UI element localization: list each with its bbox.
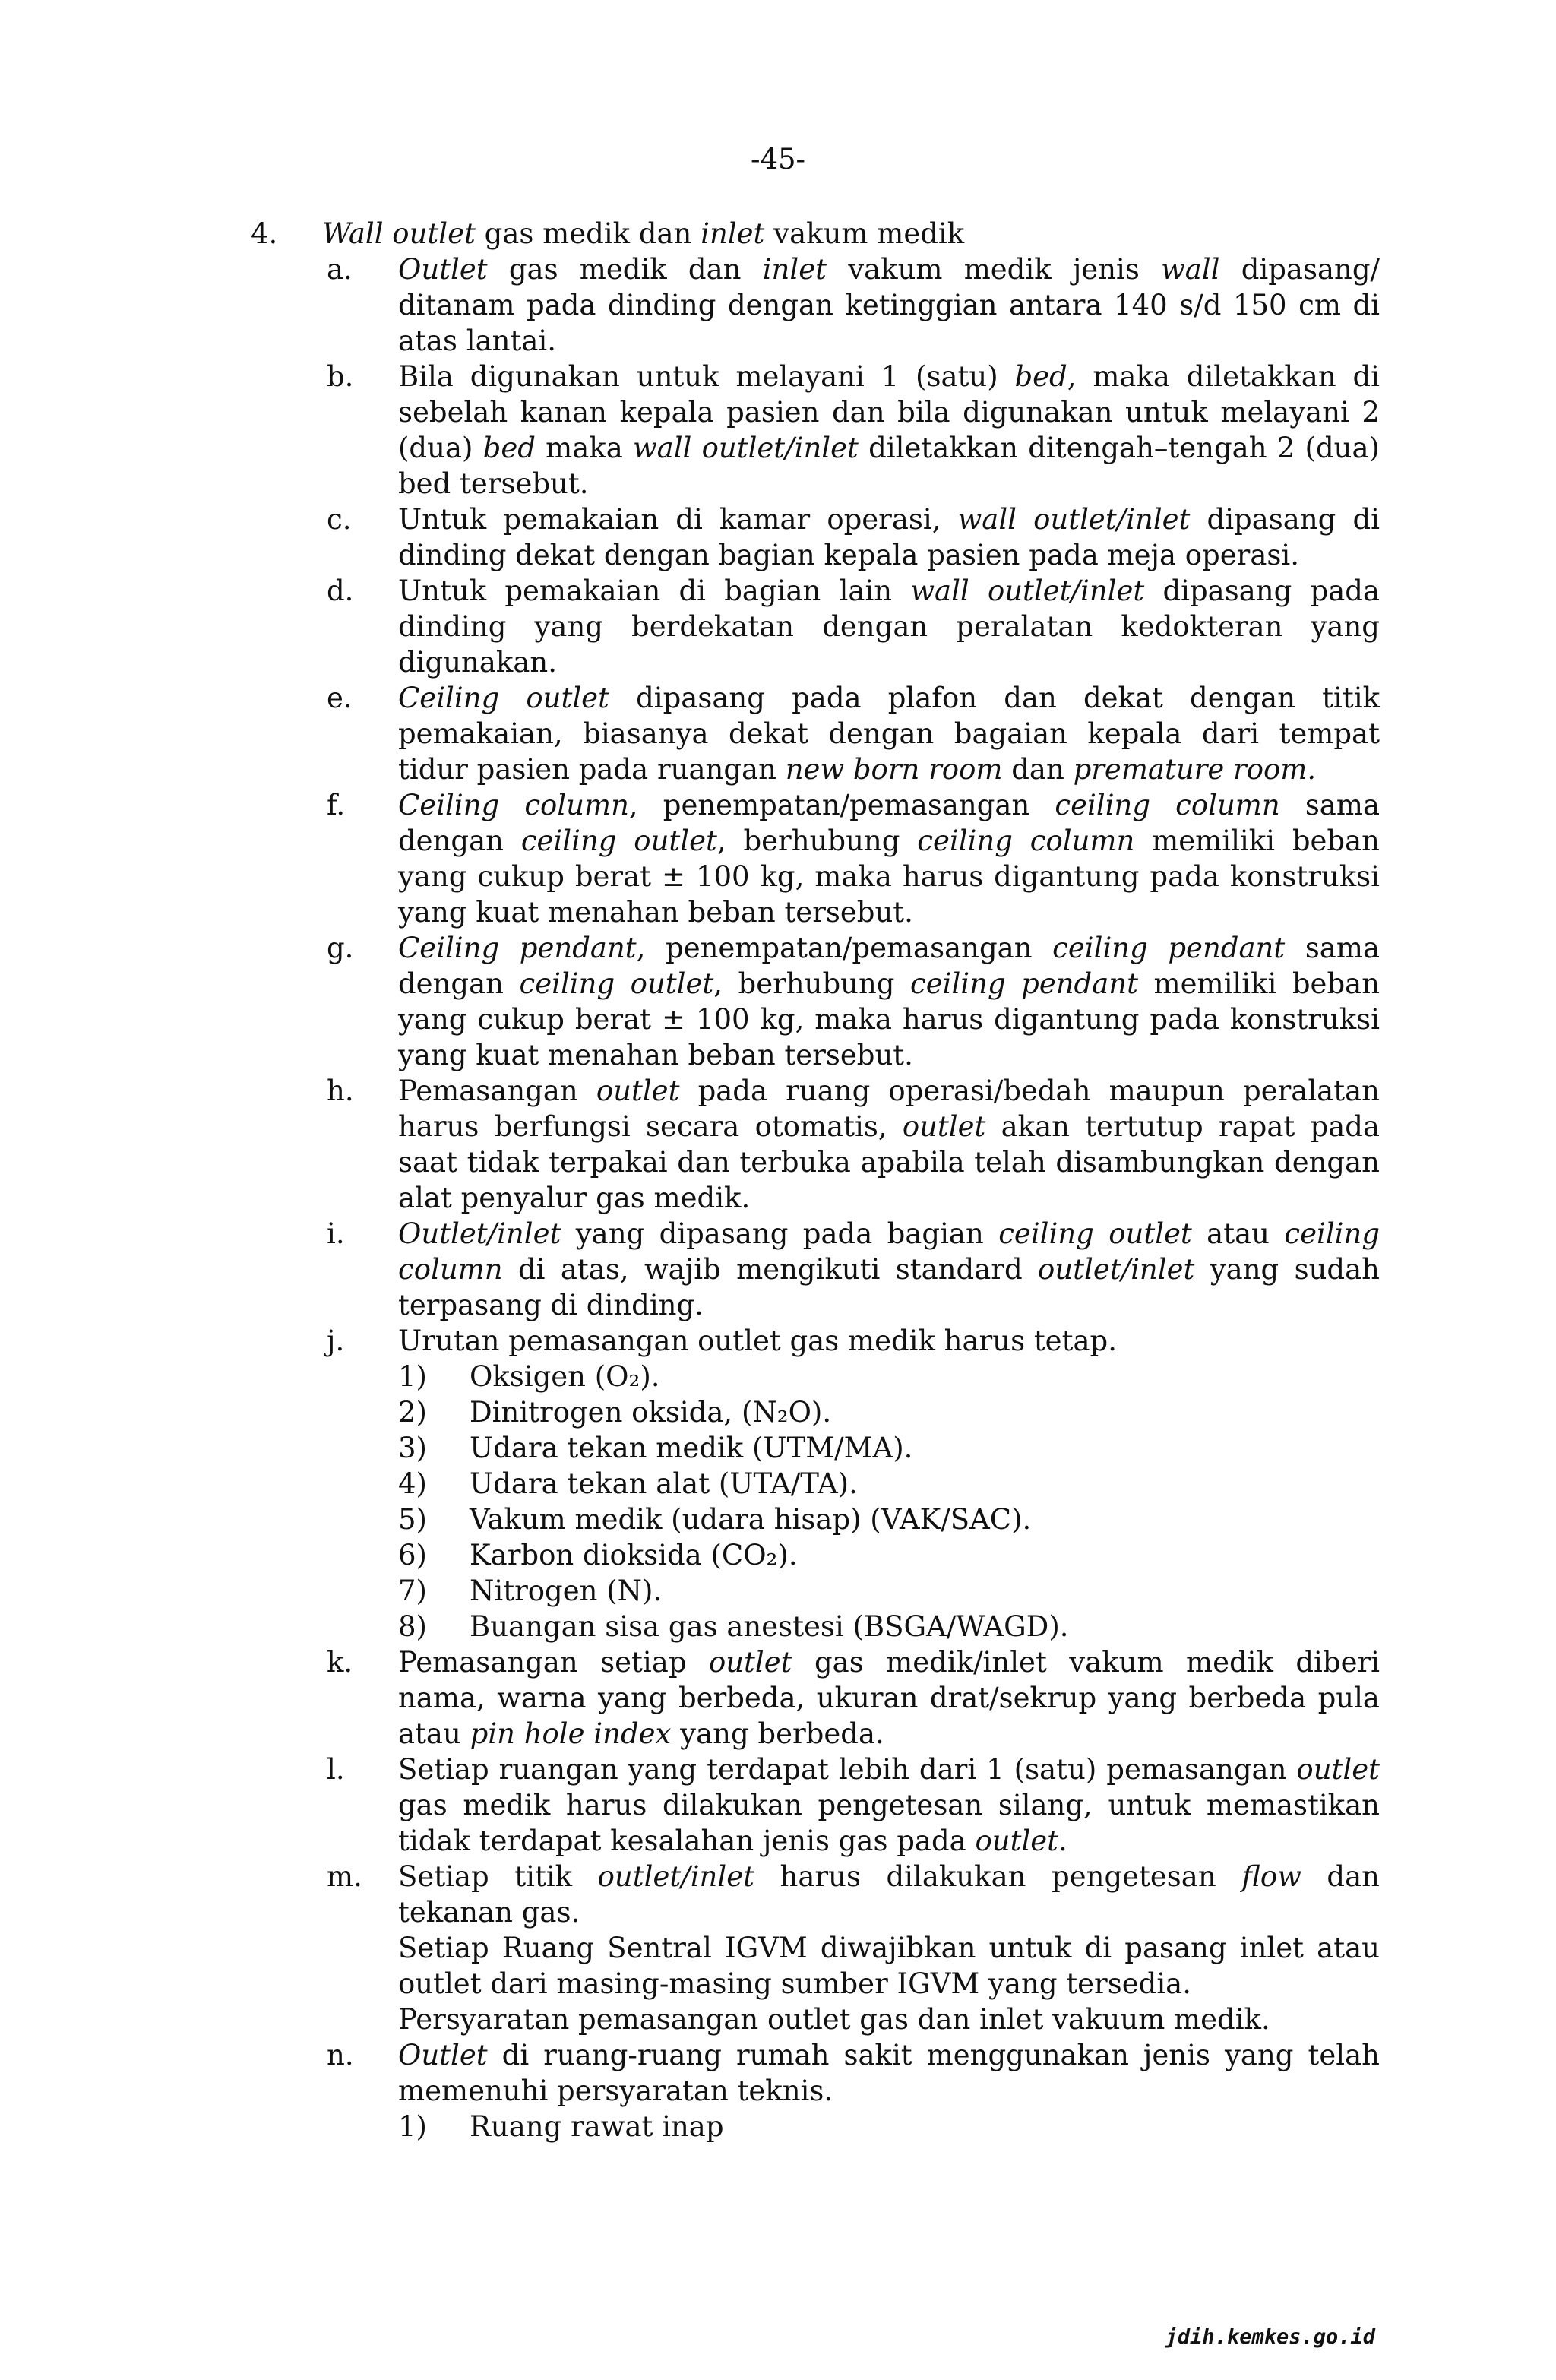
sub-item-label: 6) [398,1539,427,1571]
item-text [398,1859,1380,1930]
text-run: gas medik dan [475,217,701,250]
italic-term: ceiling pendant [910,967,1139,1000]
sub-item-text: Ruang rawat inap [470,2110,724,2143]
text-run: di atas, wajib mengikuti standard [502,1253,1039,1286]
item-text [398,787,1380,930]
sub-list-item [251,1573,1380,1609]
sub-item-text: Buangan sisa gas anestesi (BSGA/WAGD). [470,1610,1069,1643]
item-text [398,252,1380,359]
italic-term: ceiling column [1055,789,1280,821]
italic-term: Ceiling outlet [398,682,609,714]
item-text [398,1073,1380,1216]
sub-list-item [251,1537,1380,1573]
text-run: memiliki beban yang cukup berat ± 100 kg, maka harus digantung pada konstruksi yang kuat menahan beban tersebut. [398,824,1380,929]
list-item [251,1323,1380,1359]
italic-term: flow [1241,1860,1301,1893]
list-item [251,359,1380,502]
section-heading [251,216,1380,252]
italic-term: Outlet [398,2039,488,2071]
italic-term: inlet [701,217,765,250]
text-run: memiliki beban yang cukup berat ± 100 kg, maka harus digantung pada konstruksi yang kuat menahan beban tersebut. [398,967,1380,1071]
italic-term: wall outlet/inlet [632,432,859,464]
item-label: a. [327,253,353,286]
text-run: dipasang pada dinding yang berdekatan dengan peralatan kedokteran yang digunakan. [398,574,1380,679]
list-item [251,252,1380,359]
item-label: c. [327,503,352,536]
text-run: gas medik harus dilakukan pengetesan silang, untuk memastikan tidak terdapat kesalahan jenis gas pada [398,1789,1380,1857]
document-body [251,216,1380,2144]
text-run: harus dilakukan pengetesan [754,1860,1242,1893]
italic-term: outlet [708,1646,792,1679]
item-label: d. [327,574,354,607]
item-text [398,1216,1380,1323]
list-item [251,930,1380,1073]
sub-item-text: Nitrogen (N). [470,1575,663,1607]
text-run: vakum medik [764,217,965,250]
item-label: i. [327,1217,345,1250]
text-run: , penempatan/pemasangan [636,932,1053,964]
text-run: dan [1002,753,1074,786]
italic-term: Ceiling column [398,789,629,821]
italic-term: wall [1161,253,1220,286]
text-run: Setiap titik [398,1860,598,1893]
italic-term: outlet [902,1110,986,1143]
item-paragraph: Setiap Ruang Sentral IGVM diwajibkan untuk di pasang inlet atau outlet dari masing-masing sumber IGVM yang tersedia. [398,1932,1380,2000]
text-run: Urutan pemasangan outlet gas medik harus tetap. [398,1325,1117,1357]
item-paragraph: Persyaratan pemasangan outlet gas dan inlet vakuum medik. [398,2003,1270,2036]
item-list [251,252,1380,2144]
list-item [251,787,1380,930]
italic-term: ceiling column [917,824,1135,857]
item-text [398,573,1380,680]
sub-list-item [251,1502,1380,1537]
text-run: dipasang/ ditanam pada dinding dengan ketinggian antara 140 s/d 150 cm di atas lantai. [398,253,1380,357]
page-number: -45- [750,143,806,176]
list-item [251,1216,1380,1323]
list-item [251,502,1380,573]
item-text [398,2037,1380,2109]
item-label: e. [327,682,353,714]
italic-term: bed [1014,360,1067,393]
text-run: yang berbeda. [671,1717,884,1750]
text-run: , berhubung [716,824,918,857]
item-label: n. [327,2039,354,2071]
text-run: pada ruang operasi/bedah maupun peralatan harus berfungsi secara otomatis, [398,1074,1380,1143]
list-item [251,573,1380,680]
item-text [398,1323,1380,1359]
sub-item-label: 2) [398,1396,427,1429]
italic-term: ceiling outlet [519,967,714,1000]
text-run: Untuk pemakaian di kamar operasi, [398,503,958,536]
italic-term: premature room. [1073,753,1317,786]
italic-term: ceiling outlet [520,824,717,857]
sub-item-text: Dinitrogen oksida, (N₂O). [470,1396,832,1429]
sub-list-item [251,1394,1380,1430]
item-label: m. [327,1860,362,1893]
sub-item-text: Udara tekan alat (UTA/TA). [470,1467,858,1500]
list-item [251,1859,1380,1930]
text-run: gas medik dan [487,253,763,286]
sub-item-label: 7) [398,1575,427,1607]
sub-list-item [251,1609,1380,1644]
sub-item-text: Udara tekan medik (UTM/MA). [470,1432,913,1464]
italic-term: outlet [1296,1753,1380,1786]
text-run: sama dengan [398,789,1380,857]
text-run: Bila digunakan untuk melayani 1 (satu) [398,360,1015,393]
italic-term: inlet [762,253,827,286]
text-run: , maka diletakkan di sebelah kanan kepala pasien dan bila digunakan untuk melayani 2 (dua) [398,360,1380,464]
item-label: k. [327,1646,353,1679]
italic-term: pin hole index [470,1717,672,1750]
text-run: vakum medik jenis [826,253,1162,286]
footer-url: jdih.kemkes.go.id [1165,2325,1375,2349]
list-item [251,2037,1380,2109]
item-text [398,680,1380,787]
list-item [251,1644,1380,1752]
text-run: atau [1191,1217,1285,1250]
section-number: 4. [251,217,278,250]
text-run: , berhubung [713,967,910,1000]
item-label: l. [327,1753,345,1786]
sub-item-label: 1) [398,2110,427,2143]
sub-item-text: Vakum medik (udara hisap) (VAK/SAC). [470,1503,1032,1536]
item-text [398,359,1380,502]
section-title [322,216,1380,252]
list-item [251,680,1380,787]
italic-term: Ceiling pendant [398,932,637,964]
sub-item-label: 1) [398,1360,427,1393]
sub-list-item [251,1430,1380,1466]
text-run: dan tekanan gas. [398,1860,1380,1929]
item-label: h. [327,1074,354,1107]
italic-term: outlet [975,1825,1059,1857]
item-label: j. [327,1325,345,1357]
italic-term: wall outlet/inlet [957,503,1191,536]
italic-term: wall outlet/inlet [910,574,1145,607]
italic-term: Wall outlet [322,217,476,250]
item-text [398,502,1380,573]
italic-term: new born room [785,753,1003,786]
item-label: f. [327,789,346,821]
item-label: b. [327,360,354,393]
sub-list-item [251,2109,1380,2144]
italic-term: Outlet/inlet [398,1217,561,1250]
text-run: Untuk pemakaian di bagian lain [398,574,911,607]
list-item [251,1073,1380,1216]
text-run: dipasang pada plafon dan dekat dengan titik pemakaian, biasanya dekat dengan bagaian kepala dari tempat tidur pasien pada ruangan [398,682,1380,786]
text-run: yang dipasang pada bagian [561,1217,999,1250]
sub-list-item [251,1359,1380,1394]
italic-term: Outlet [398,253,488,286]
italic-term: ceiling outlet [998,1217,1192,1250]
text-run: gas medik/inlet vakum medik diberi nama, warna yang berbeda, ukuran drat/sekrup yang berbeda pula atau [398,1646,1380,1750]
sub-item-text: Karbon dioksida (CO₂). [470,1539,798,1571]
text-run: sama dengan [398,932,1380,1000]
sub-item-text: Oksigen (O₂). [470,1360,660,1393]
text-run: Pemasangan [398,1074,596,1107]
text-run: diletakkan ditengah–tengah 2 (dua) bed tersebut. [398,432,1380,500]
list-item [251,1752,1380,1859]
text-run: . [1058,1825,1067,1857]
text-run: maka [535,432,633,464]
sub-item-label: 3) [398,1432,427,1464]
item-label: g. [327,932,354,964]
item-text [398,1752,1380,1859]
italic-term: bed [482,432,536,464]
italic-term: outlet/inlet [1038,1253,1195,1286]
italic-term: ceiling column [398,1217,1380,1286]
text-run: akan tertutup rapat pada saat tidak terpakai dan terbuka apabila telah disambungkan dengan alat penyalur gas medik. [398,1110,1380,1214]
sub-item-label: 4) [398,1467,427,1500]
text-run: di ruang-ruang rumah sakit menggunakan jenis yang telah memenuhi persyaratan teknis. [398,2039,1380,2107]
italic-term: outlet [596,1074,680,1107]
text-run: Setiap ruangan yang terdapat lebih dari 1 (satu) pemasangan [398,1753,1297,1786]
italic-term: outlet/inlet [597,1860,754,1893]
item-text [398,1644,1380,1752]
text-run: yang sudah terpasang di dinding. [398,1253,1380,1321]
sub-list-item [251,1466,1380,1502]
italic-term: ceiling pendant [1052,932,1286,964]
text-run: Pemasangan setiap [398,1646,709,1679]
text-run: dipasang di dinding dekat dengan bagian kepala pasien pada meja operasi. [398,503,1380,571]
sub-item-label: 5) [398,1503,427,1536]
text-run: , penempatan/pemasangan [628,789,1055,821]
sub-item-label: 8) [398,1610,427,1643]
item-text [398,930,1380,1073]
